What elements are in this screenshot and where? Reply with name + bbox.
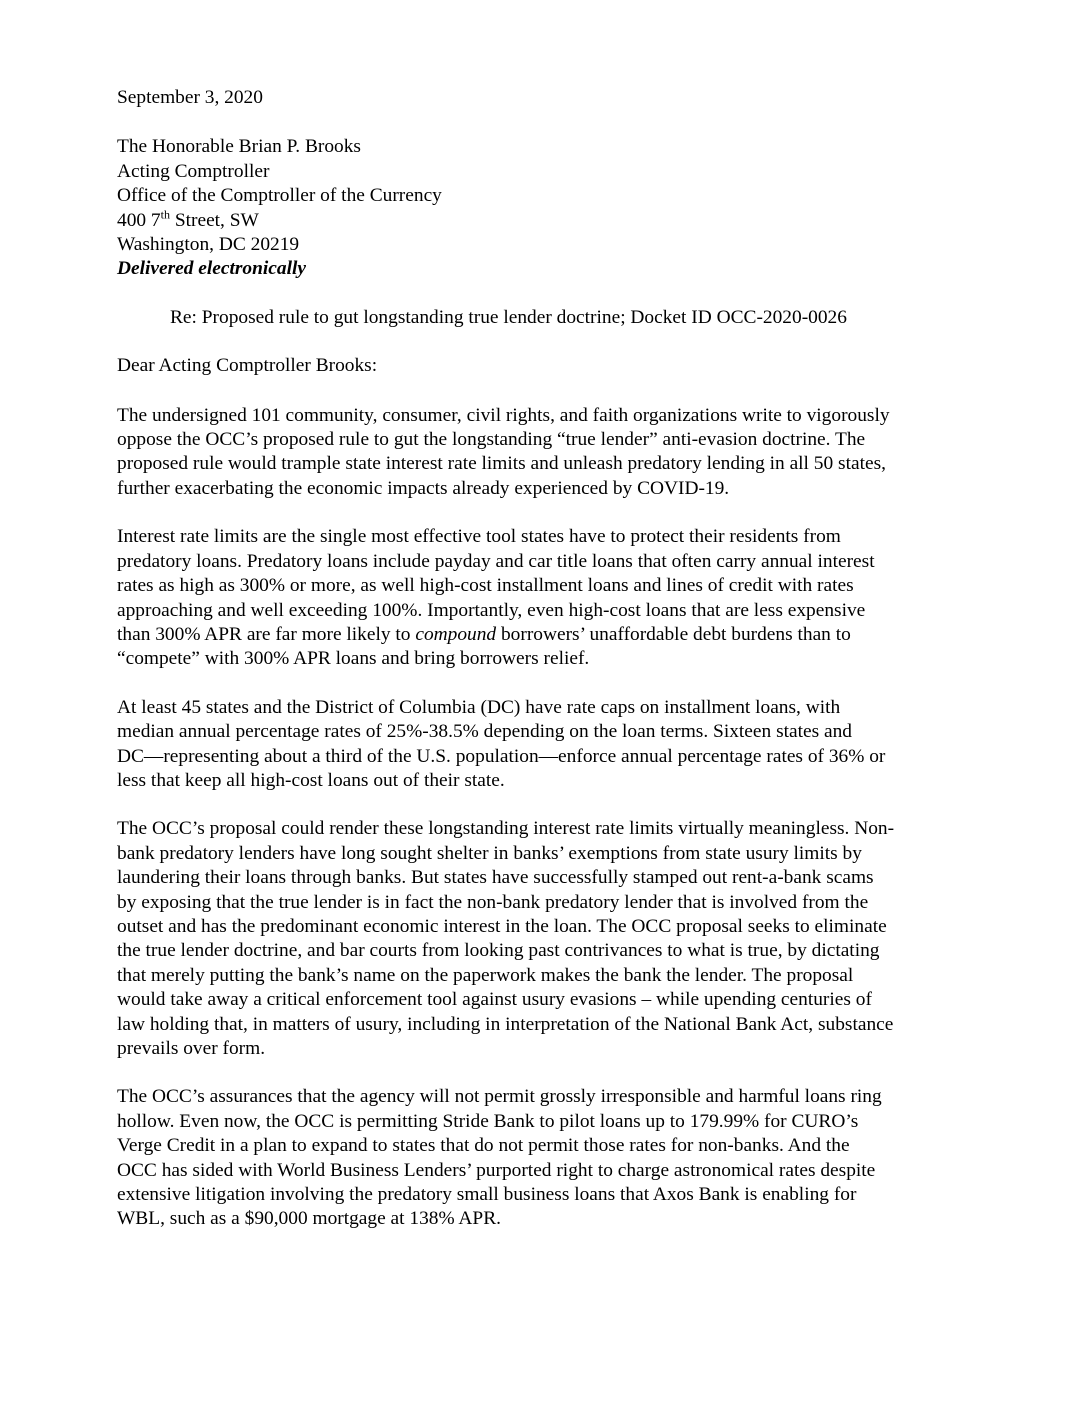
paragraph-line: “compete” with 300% APR loans and bring borrowers relief. — [117, 648, 590, 670]
paragraph-line: OCC has sided with World Business Lenders’ purported right to charge astronomical rates despite — [117, 1159, 876, 1181]
delivery-note: Delivered electronically — [117, 258, 306, 280]
paragraph-line: prevails over form. — [117, 1038, 266, 1059]
paragraph-line: Verge Credit in a plan to expand to states that do not permit those rates for non-banks. And the — [117, 1135, 850, 1157]
letter-body — [117, 86, 972, 1256]
paragraph-line: proposed rule would trample state interest rate limits and unleash predatory lending in all 50 states, — [117, 453, 886, 475]
street-number: 400 7 — [117, 209, 161, 231]
paragraph-line: The OCC’s assurances that the agency will not permit grossly irresponsible and harmful loans ring — [117, 1086, 882, 1108]
recipient-address — [117, 135, 972, 281]
paragraph-line: by exposing that the true lender is in fact the non-bank predatory lender that is involved from the — [117, 891, 869, 913]
paragraph-line — [117, 623, 972, 647]
paragraph-line: extensive litigation involving the predatory small business loans that Axos Bank is enabling for — [117, 1184, 857, 1206]
paragraph-line: Interest rate limits are the single most effective tool states have to protect their residents from — [117, 526, 841, 548]
re-line: Re: Proposed rule to gut longstanding true lender doctrine; Docket ID OCC-2020-0026 — [170, 306, 847, 328]
paragraph-line: The OCC’s proposal could render these longstanding interest rate limits virtually meaningless. Non- — [117, 818, 895, 840]
paragraph-4 — [117, 817, 972, 1061]
paragraph-line: oppose the OCC’s proposed rule to gut the longstanding “true lender” anti-evasion doctrine. The — [117, 429, 866, 451]
text-run: borrowers’ unaffordable debt burdens than to — [496, 623, 851, 645]
paragraph-1 — [117, 404, 972, 502]
street-name: Street, SW — [169, 209, 259, 231]
paragraph-line: law holding that, in matters of usury, including in interpretation of the National Bank Act, substance — [117, 1013, 894, 1035]
recipient-office: Office of the Comptroller of the Currency — [117, 185, 442, 207]
paragraph-line: WBL, such as a $90,000 mortgage at 138% APR. — [117, 1208, 501, 1230]
paragraph-line: that merely putting the bank’s name on the paperwork makes the bank the lender. The proposal — [117, 964, 854, 986]
paragraph-2 — [117, 525, 972, 671]
recipient-name: The Honorable Brian P. Brooks — [117, 136, 361, 158]
paragraph-line: outset and has the predominant economic interest in the loan. The OCC proposal seeks to eliminate — [117, 915, 887, 937]
paragraph-line: would take away a critical enforcement tool against usury evasions – while upending centuries of — [117, 989, 872, 1011]
salutation: Dear Acting Comptroller Brooks: — [117, 355, 378, 377]
paragraph-line: the true lender doctrine, and bar courts from looking past contrivances to what is true, by dictating — [117, 940, 880, 962]
text-run: than 300% APR are far more likely to — [117, 623, 416, 645]
paragraph-line: At least 45 states and the District of Columbia (DC) have rate caps on installment loans, with — [117, 696, 841, 718]
paragraph-line: less that keep all high-cost loans out of their state. — [117, 769, 505, 791]
paragraph-line: The undersigned 101 community, consumer, civil rights, and faith organizations write to vigorously — [117, 404, 890, 426]
street-ordinal: th — [160, 207, 170, 222]
paragraph-line: further exacerbating the economic impacts already experienced by COVID-19. — [117, 477, 730, 499]
paragraph-line: laundering their loans through banks. But states have successfully stamped out rent-a-bank scams — [117, 867, 874, 889]
paragraph-line: hollow. Even now, the OCC is permitting Stride Bank to pilot loans up to 179.99% for CURO’s — [117, 1110, 859, 1132]
paragraph-line: predatory loans. Predatory loans include payday and car title loans that often carry annual interest — [117, 550, 875, 572]
paragraph-line: approaching and well exceeding 100%. Importantly, even high-cost loans that are less expensive — [117, 599, 866, 621]
paragraph-line: median annual percentage rates of 25%-38.5% depending on the loan terms. Sixteen states and — [117, 721, 852, 743]
recipient-street — [117, 209, 972, 233]
recipient-city: Washington, DC 20219 — [117, 234, 300, 256]
recipient-title: Acting Comptroller — [117, 160, 270, 182]
paragraph-line: DC—representing about a third of the U.S. population—enforce annual percentage rates of 36% or — [117, 745, 886, 767]
emphasis-compound: compound — [415, 623, 497, 645]
paragraph-line: rates as high as 300% or more, as well high-cost installment loans and lines of credit with rates — [117, 575, 854, 597]
paragraph-3 — [117, 696, 972, 794]
paragraph-line: bank predatory lenders have long sought shelter in banks’ exemptions from state usury limits by — [117, 842, 862, 864]
paragraph-5 — [117, 1085, 972, 1231]
letter-date: September 3, 2020 — [117, 87, 263, 108]
